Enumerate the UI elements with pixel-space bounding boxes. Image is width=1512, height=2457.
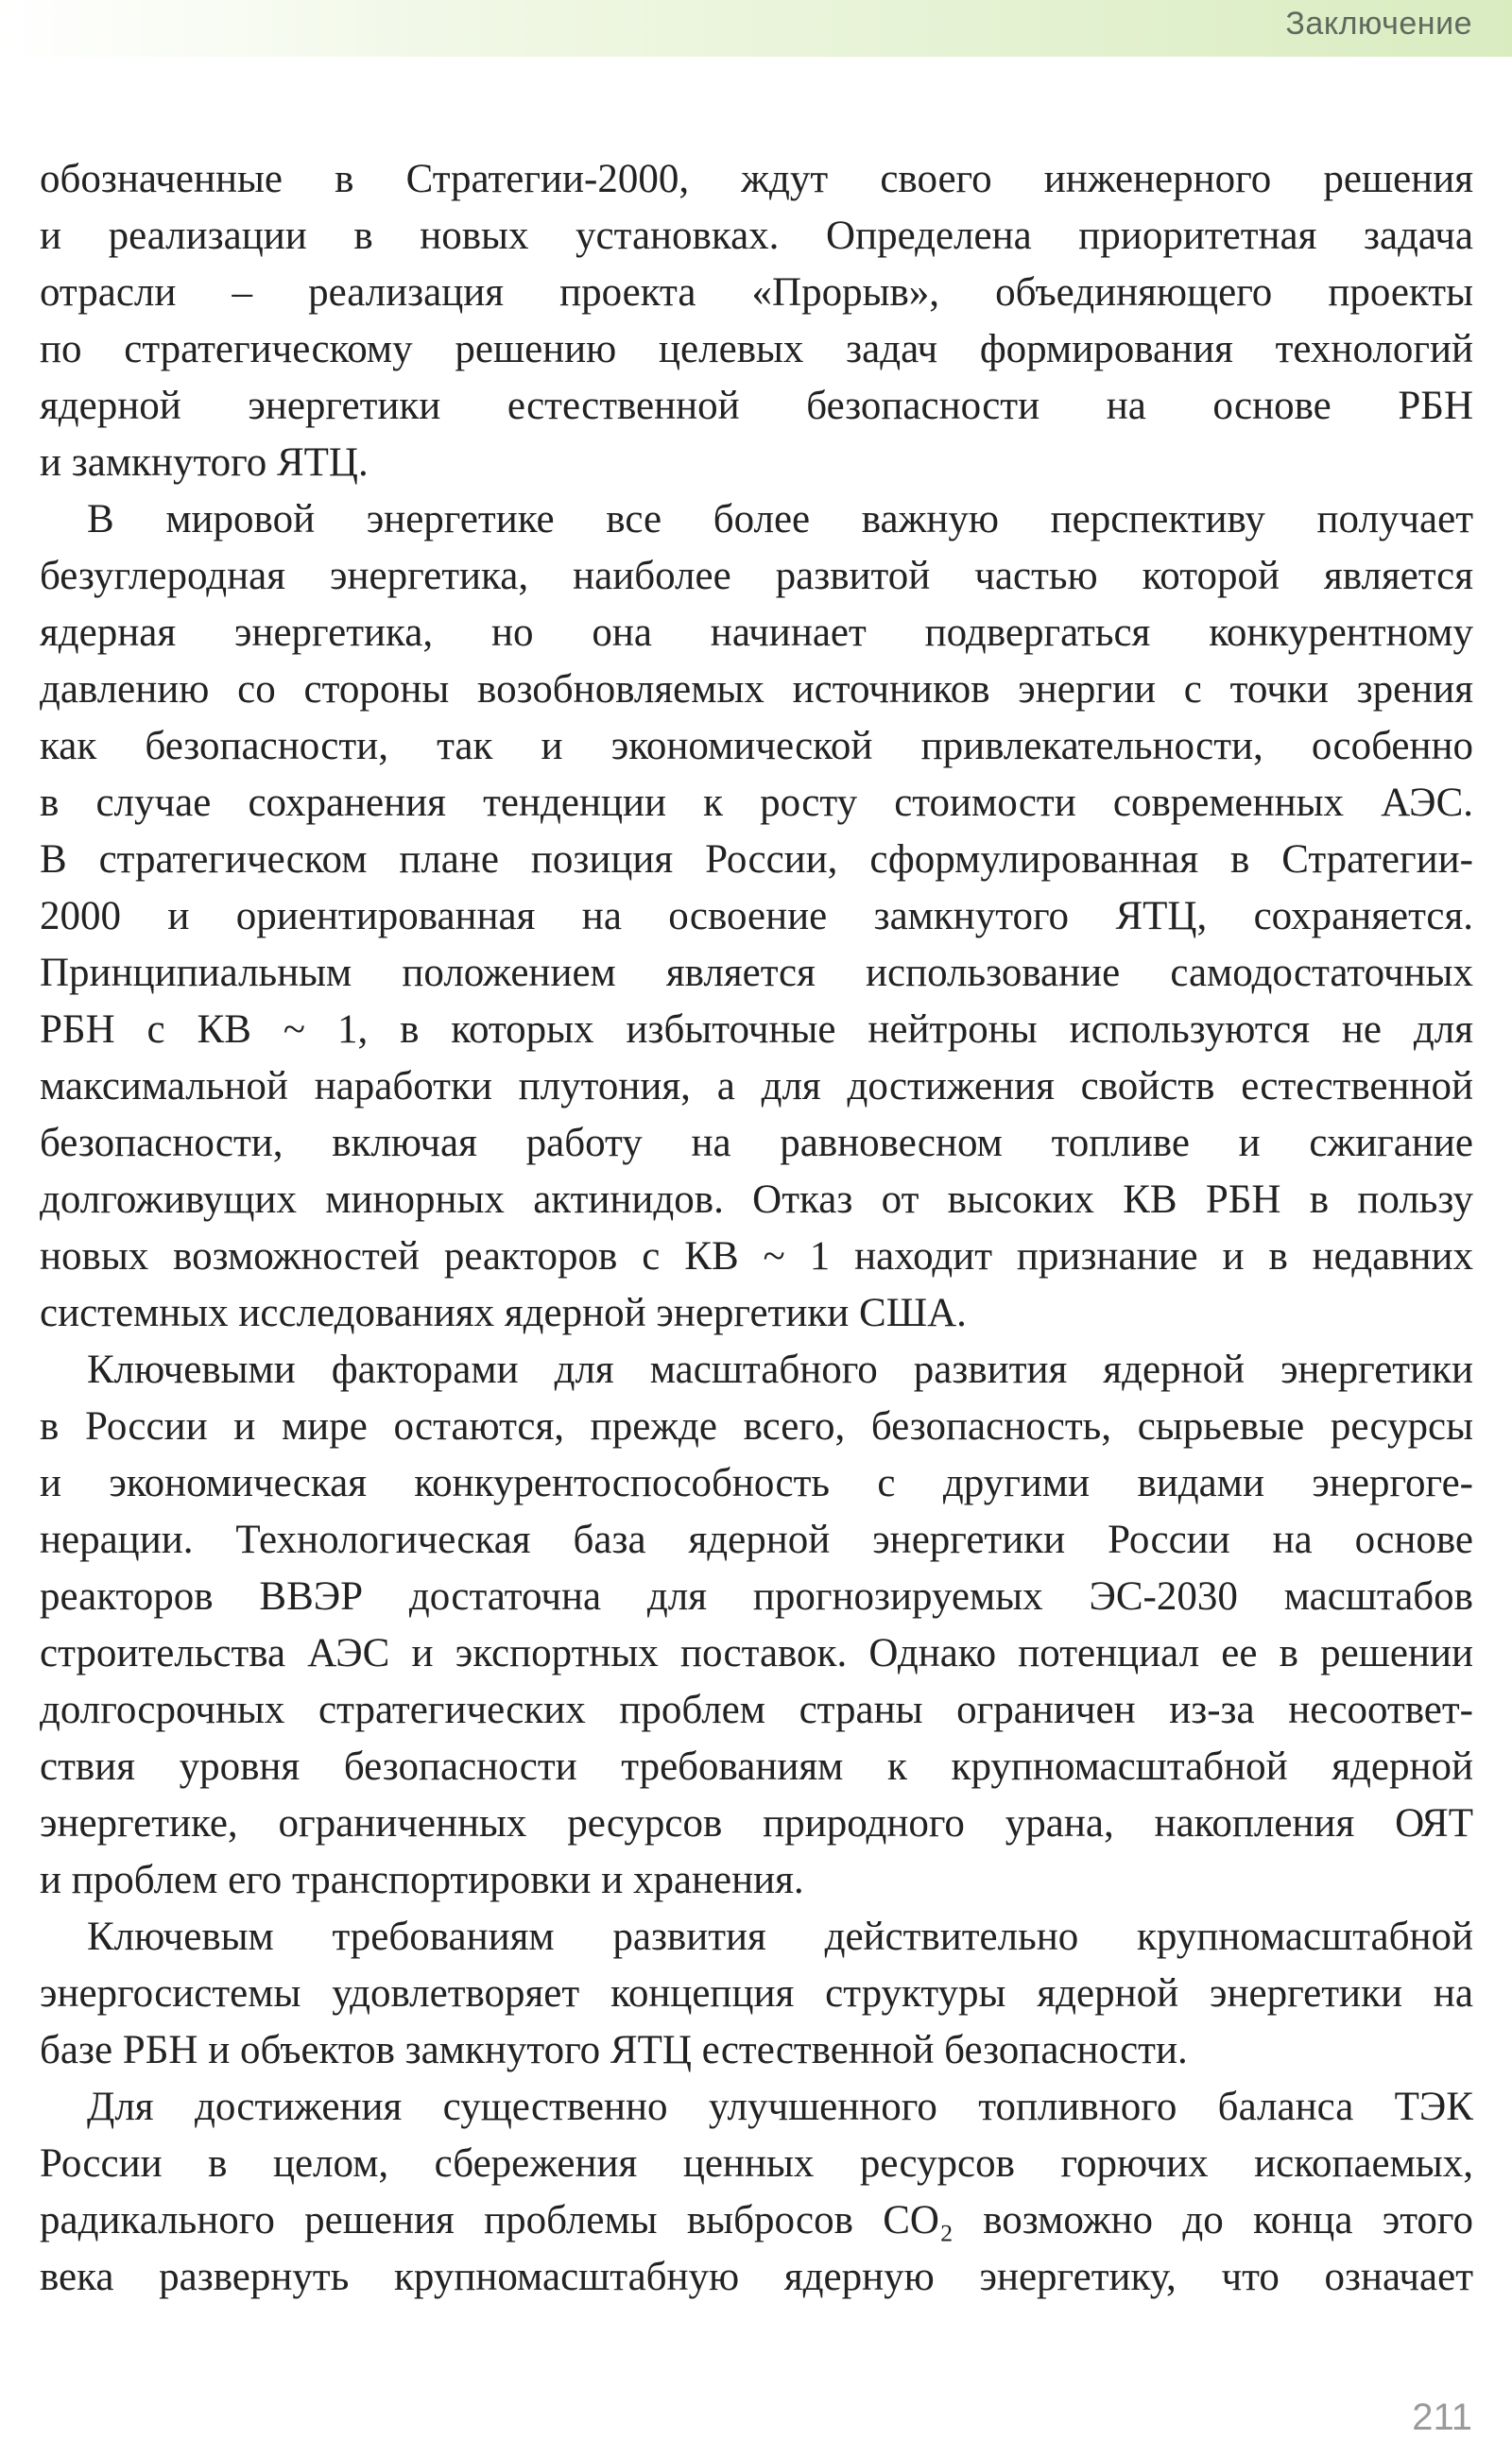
text-line: энергосистемы удовлетворяет концепция структуры ядерной энергетики на xyxy=(40,1971,1473,2016)
text-line: новых возможностей реакторов с КВ ~ 1 находит признание и в недавних xyxy=(40,1234,1473,1279)
text-line: долгоживущих минорных актинидов. Отказ от высоких КВ РБН в пользу xyxy=(40,1177,1473,1222)
text-line: и проблем его транспортировки и хранения. xyxy=(40,1858,804,1902)
text-line: РБН с КВ ~ 1, в которых избыточные нейтроны используются не для xyxy=(40,1007,1473,1052)
text-line: и замкнутого ЯТЦ. xyxy=(40,440,369,485)
text-body xyxy=(40,151,1473,2306)
text-line: ядерная энергетика, но она начинает подвергаться конкурентному xyxy=(40,610,1473,655)
text-line: строительства АЭС и экспортных поставок. Однако потенциал ее в решении xyxy=(40,1631,1473,1675)
text-line: системных исследованиях ядерной энергетики США. xyxy=(40,1291,967,1335)
text-line: и экономическая конкурентоспособность с другими видами энергоге- xyxy=(40,1461,1473,1505)
text-line: В стратегическом плане позиция России, сформулированная в Стратегии- xyxy=(40,837,1473,882)
text-line: реакторов ВВЭР достаточна для прогнозируемых ЭС-2030 масштабов xyxy=(40,1574,1473,1619)
text-line: В мировой энергетике все более важную перспективу получает xyxy=(87,497,1473,541)
page-number: 211 xyxy=(1412,2397,1472,2438)
paragraph xyxy=(40,1342,1473,1909)
text-line: энергетике, ограниченных ресурсов природного урана, накопления ОЯТ xyxy=(40,1801,1473,1846)
text-line: как безопасности, так и экономической привлекательности, особенно xyxy=(40,724,1473,768)
text-line: долгосрочных стратегических проблем страны ограничен из-за несоответ- xyxy=(40,1688,1473,1732)
paragraph xyxy=(40,491,1473,1342)
paragraph xyxy=(40,1909,1473,2079)
chapter-title: Заключение xyxy=(1285,6,1472,42)
paragraph xyxy=(40,2079,1473,2306)
paragraph xyxy=(40,151,1473,491)
text-line: 2000 и ориентированная на освоение замкнутого ЯТЦ, сохраняется. xyxy=(40,894,1473,938)
text-line: века развернуть крупномасштабную ядерную энергетику, что означает xyxy=(40,2255,1473,2299)
text-line: ствия уровня безопасности требованиям к крупномасштабной ядерной xyxy=(40,1744,1473,1789)
text-line: Ключевым требованиям развития действительно крупномасштабной xyxy=(87,1915,1473,1959)
text-line: радикального решения проблемы выбросов CO₂ возможно до конца этого xyxy=(40,2198,1473,2242)
text-line: давлению со стороны возобновляемых источников энергии с точки зрения xyxy=(40,667,1473,712)
text-line: России в целом, сбережения ценных ресурсов горючих ископаемых, xyxy=(40,2141,1473,2186)
text-line: по стратегическому решению целевых задач формирования технологий xyxy=(40,327,1473,371)
header-band xyxy=(0,0,1512,57)
text-line: отрасли – реализация проекта «Прорыв», объединяющего проекты xyxy=(40,270,1473,315)
text-line: в случае сохранения тенденции к росту стоимости современных АЭС. xyxy=(40,781,1473,825)
text-line: базе РБН и объектов замкнутого ЯТЦ естественной безопасности. xyxy=(40,2028,1188,2072)
text-line: Для достижения существенно улучшенного топливного баланса ТЭК xyxy=(87,2085,1473,2129)
text-line: безуглеродная энергетика, наиболее развитой частью которой является xyxy=(40,554,1473,598)
text-line: в России и мире остаются, прежде всего, безопасность, сырьевые ресурсы xyxy=(40,1404,1473,1449)
text-line: и реализации в новых установках. Определена приоритетная задача xyxy=(40,214,1473,258)
text-line: безопасности, включая работу на равновесном топливе и сжигание xyxy=(40,1121,1473,1165)
text-line: обозначенные в Стратегии-2000, ждут своего инженерного решения xyxy=(40,157,1473,201)
text-line: Принципиальным положением является использование самодостаточных xyxy=(40,951,1473,995)
text-line: ядерной энергетики естественной безопасности на основе РБН xyxy=(40,384,1473,428)
text-line: нерации. Технологическая база ядерной энергетики России на основе xyxy=(40,1518,1473,1562)
text-line: максимальной наработки плутония, а для достижения свойств естественной xyxy=(40,1064,1473,1108)
text-line: Ключевыми факторами для масштабного развития ядерной энергетики xyxy=(87,1348,1473,1392)
